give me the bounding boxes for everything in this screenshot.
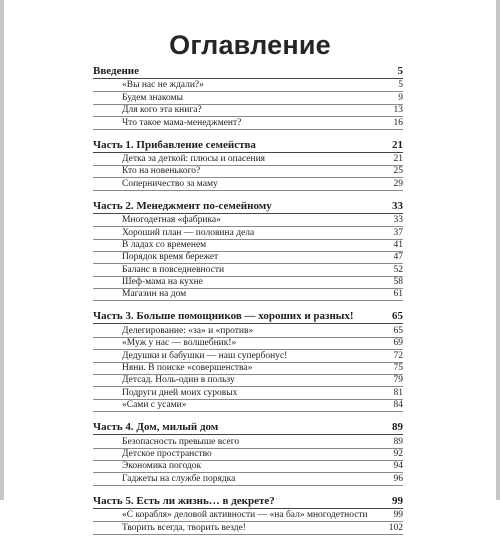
toc-entry	[93, 387, 403, 399]
toc-section	[93, 64, 403, 130]
toc-section-heading	[93, 138, 403, 153]
entry-title: Няни. В поиске «совершенства»	[122, 363, 253, 374]
toc-entry	[93, 240, 403, 252]
entry-page-number: 37	[393, 227, 403, 238]
toc-entry	[93, 277, 403, 289]
toc-entry	[93, 154, 403, 166]
entry-page-number: 33	[393, 215, 403, 226]
toc-section-heading	[93, 309, 403, 324]
entry-page-number: 47	[393, 252, 403, 263]
toc-section	[93, 494, 403, 535]
entry-page-number: 75	[393, 363, 403, 374]
entry-title: Многодетная «фабрика»	[122, 215, 221, 226]
entry-page-number: 99	[393, 510, 403, 521]
section-page-number: 99	[392, 494, 403, 507]
entry-page-number: 21	[393, 153, 403, 164]
entry-page-number: 41	[393, 239, 403, 250]
toc-entry	[93, 522, 403, 534]
toc-section	[93, 420, 403, 486]
entry-page-number: 16	[393, 117, 403, 128]
toc-entry	[93, 178, 403, 190]
entry-title: Подруги дней моих суровых	[122, 387, 238, 398]
toc-section	[93, 309, 403, 412]
toc-entry	[93, 80, 403, 92]
section-page-number: 33	[392, 199, 403, 212]
toc-entry	[93, 363, 403, 375]
section-page-number: 89	[392, 421, 403, 434]
entry-page-number: 102	[388, 522, 403, 533]
toc-section-heading	[93, 494, 403, 509]
entry-title: Магазин на дом	[122, 289, 187, 300]
entry-title: Баланс в повседневности	[122, 264, 225, 275]
entry-page-number: 94	[393, 461, 403, 472]
section-title: Введение	[93, 65, 140, 77]
toc-entry	[93, 325, 403, 337]
entry-page-number: 69	[393, 338, 403, 349]
section-title: Часть 2. Менеджмент по-семейному	[93, 199, 272, 212]
section-title: Часть 3. Больше помощников — хороших и разных!	[93, 310, 354, 323]
entry-title: Порядок время бережет	[122, 252, 219, 263]
entry-page-number: 79	[393, 375, 403, 386]
entry-page-number: 84	[393, 400, 403, 411]
toc-entry	[93, 117, 403, 129]
toc-section-heading	[93, 64, 403, 79]
entry-title: Детсад. Ноль-один в пользу	[122, 375, 235, 386]
table-of-contents	[93, 64, 403, 543]
toc-entry	[93, 215, 403, 227]
toc-entry	[93, 105, 403, 117]
entry-page-number: 61	[393, 289, 403, 300]
entry-title: «Сами с усами»	[122, 400, 187, 411]
entry-title: В ладах со временем	[122, 239, 207, 250]
toc-section	[93, 138, 403, 191]
entry-title: Детка за деткой: плюсы и опасения	[122, 153, 266, 164]
entry-title: Творить всегда, творить везде!	[122, 522, 246, 533]
entry-page-number: 89	[393, 436, 403, 447]
entry-title: Кто на новенького?	[122, 166, 201, 177]
toc-entry	[93, 436, 403, 448]
toc-entry	[93, 473, 403, 485]
toc-entry	[93, 92, 403, 104]
entry-title: Экономика погодок	[122, 461, 202, 472]
entry-page-number: 29	[393, 178, 403, 189]
entry-page-number: 65	[393, 325, 403, 336]
page-title: Оглавление	[169, 30, 331, 60]
toc-section-heading	[93, 420, 403, 435]
entry-page-number: 96	[393, 473, 403, 484]
toc-entry	[93, 510, 403, 522]
entry-page-number: 92	[393, 448, 403, 459]
toc-entry	[93, 375, 403, 387]
toc-entry	[93, 252, 403, 264]
entry-page-number: 72	[393, 350, 403, 361]
entry-title: «Муж у нас — волшебник!»	[122, 338, 237, 349]
entry-title: Дедушки и бабушки — наш супербонус!	[122, 350, 288, 361]
section-title: Часть 4. Дом, милый дом	[93, 421, 219, 434]
section-page-number: 65	[392, 310, 403, 323]
entry-title: Для кого эта книга?	[122, 105, 202, 116]
entry-title: Детское пространство	[122, 448, 212, 459]
entry-page-number: 9	[398, 92, 403, 103]
entry-title: «С корабля» деловой активности — «на бал» многодетности	[122, 510, 368, 521]
toc-entry	[93, 350, 403, 362]
section-page-number: 21	[392, 138, 403, 151]
entry-page-number: 58	[393, 277, 403, 288]
entry-page-number: 5	[398, 80, 403, 91]
toc-entry	[93, 338, 403, 350]
entry-title: Безопасность превыше всего	[122, 436, 240, 447]
section-page-number: 5	[397, 65, 403, 77]
toc-entry	[93, 227, 403, 239]
toc-entry	[93, 449, 403, 461]
section-title: Часть 5. Есть ли жизнь… в декрете?	[93, 494, 275, 507]
entry-title: Шеф-мама на кухне	[122, 277, 203, 288]
toc-entry	[93, 264, 403, 276]
entry-title: «Вы нас не ждали?»	[122, 80, 204, 91]
entry-title: Делегирование: «за» и «против»	[122, 325, 254, 336]
toc-entry	[93, 166, 403, 178]
entry-title: Гаджеты на службе порядка	[122, 473, 236, 484]
toc-entry	[93, 289, 403, 301]
entry-page-number: 25	[393, 166, 403, 177]
entry-title: Что такое мама-менеджмент?	[122, 117, 242, 128]
entry-page-number: 81	[393, 387, 403, 398]
entry-title: Соперничество за маму	[122, 178, 218, 189]
section-title: Часть 1. Прибавление семейства	[93, 138, 256, 151]
entry-title: Хороший план — половина дела	[122, 227, 255, 238]
toc-section	[93, 199, 403, 302]
toc-section-heading	[93, 199, 403, 214]
toc-entry	[93, 461, 403, 473]
entry-title: Будем знакомы	[122, 92, 183, 103]
entry-page-number: 52	[393, 264, 403, 275]
entry-page-number: 13	[393, 105, 403, 116]
toc-entry	[93, 400, 403, 412]
